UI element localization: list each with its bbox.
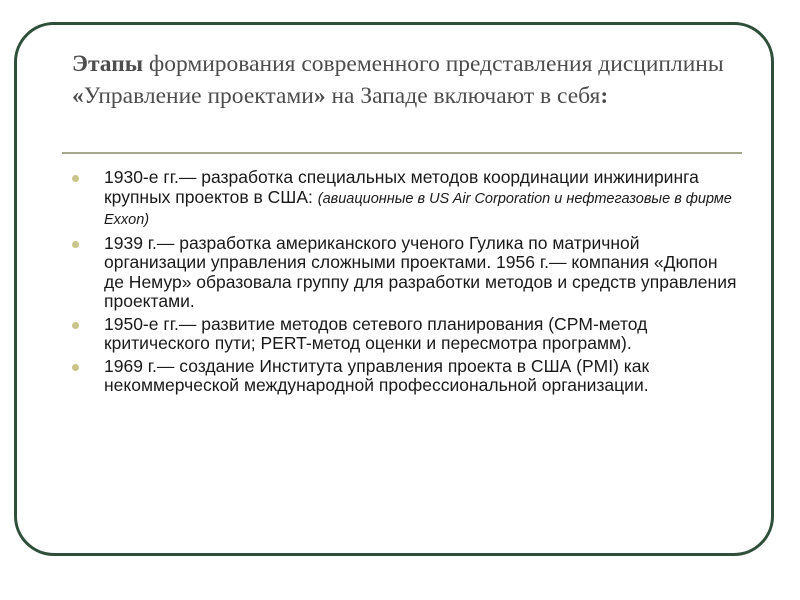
bullet-dot-icon — [72, 175, 79, 182]
title-quote-close: » — [313, 83, 326, 109]
list-item — [72, 315, 740, 354]
item-note: (авиационные в US Air Corporation и нефтегазовые в фирме Exxon) — [104, 190, 732, 228]
title-bold-word: Этапы — [72, 51, 144, 77]
title-quote-open: « — [72, 83, 84, 109]
list-item — [72, 168, 740, 231]
bullet-dot-icon — [72, 241, 79, 248]
item-text: 1969 г.— создание Института управления проекта в США (PMI) как некоммерческой международной профессиональной организации. — [104, 355, 650, 395]
title-colon: : — [600, 83, 609, 109]
bullet-list — [72, 168, 740, 399]
title-text-2: Управление проектами — [83, 83, 314, 109]
item-text: 1939 г.— разработка американского ученого Гулика по матричной организации управления сложными проектами. 1956 г.— компания «Дюпон де Немур» образовала группу для разработки методов и средств управления проектами. — [104, 232, 737, 311]
list-item — [72, 234, 740, 312]
item-text: 1930-е гг.— разработка специальных методов координации инжиниринга крупных проектов в США: — [104, 167, 699, 207]
bullet-dot-icon — [72, 364, 79, 371]
list-item — [72, 357, 740, 396]
bullet-dot-icon — [72, 322, 79, 329]
title-text-3: на Западе включают в себя — [325, 83, 601, 109]
title-text-1: формирования современного представления дисциплины — [143, 51, 724, 77]
slide-title — [72, 48, 732, 112]
title-divider — [62, 152, 742, 154]
item-text: 1950-е гг.— развитие методов сетевого планирования (CPM-метод критического пути; PERT-метод оценки и пересмотра программ). — [104, 313, 648, 353]
